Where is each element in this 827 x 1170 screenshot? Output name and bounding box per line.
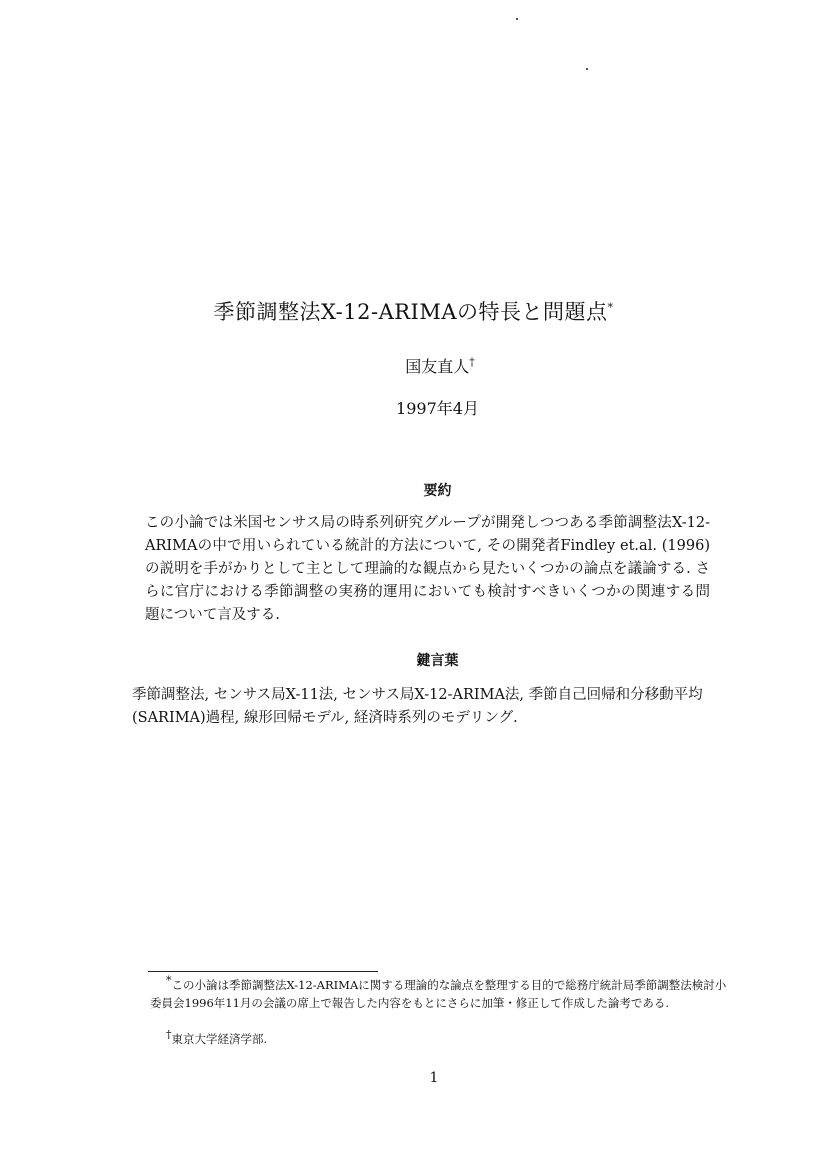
footnote-text: この小論は季節調整法X-12-ARIMAに関する理論的な論点を整理する目的で総務庁統計局季節調整法検討小委員会1996年11月の会議の席上で報告した内容をもとにさらに加筆・修正して作成した論考である.: [150, 978, 727, 1010]
keywords-text: 季節調整法, センサス局X-11法, センサス局X-12-ARIMA法, 季節自己回帰和分移動平均(SARIMA)過程, 線形回帰モデル, 経済時系列のモデリング.: [132, 687, 703, 726]
footnote-mark: *: [166, 974, 172, 988]
abstract-text: この小論では米国センサス局の時系列研究グループが開発しつつある季節調整法X-12-ARIMAの中で用いられている統計的方法について, その開発者Findley et.al. (1996)の説明を手がかりとして主として理論的な観点から見たいくつかの論点を議論する. さらに官庁における季節調整の実務的運用においても検討すべきいくつかの関連する問題について言及する.: [145, 515, 710, 623]
footnote: [150, 1030, 730, 1048]
footnote-text: 東京大学経済学部.: [171, 1032, 268, 1046]
footnote-mark: †: [166, 1028, 172, 1042]
author-name: 国友直人: [405, 357, 470, 376]
paper-title-text: 季節調整法X-12-ARIMAの特長と問題点: [213, 300, 608, 324]
author: [0, 354, 827, 377]
paper-title: [0, 296, 827, 326]
footnote: [150, 976, 730, 1012]
abstract-heading: 要約: [423, 483, 452, 499]
scan-speck: [516, 18, 518, 20]
footnote-divider: [148, 971, 378, 972]
scan-speck: [586, 68, 588, 70]
author-footnote-mark: †: [469, 355, 475, 369]
page-number: 1: [429, 1070, 439, 1086]
title-footnote-mark: *: [607, 301, 614, 314]
keywords-heading: 鍵言葉: [416, 653, 459, 669]
publication-date: 1997年4月: [396, 399, 479, 418]
